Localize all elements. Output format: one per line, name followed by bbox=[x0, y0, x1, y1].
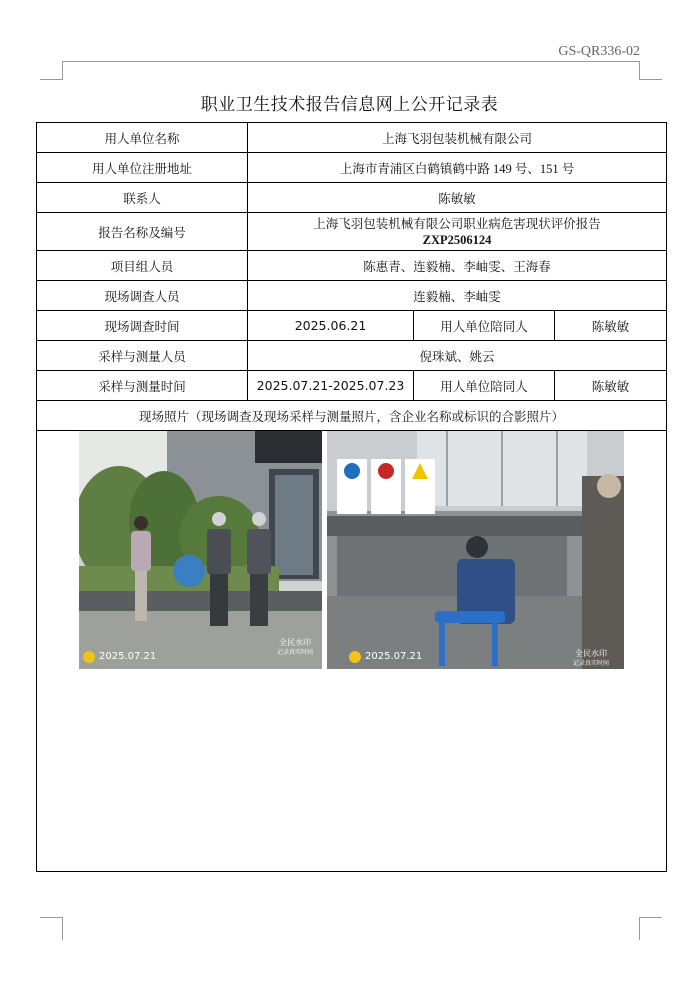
sampling-time-value: 2025.07.21-2025.07.23 bbox=[248, 371, 414, 401]
photo2-watermark-brand-name: 全民水印 bbox=[575, 649, 607, 658]
survey-staff-label: 现场调查人员 bbox=[37, 281, 248, 311]
team-label: 项目组人员 bbox=[37, 251, 248, 281]
team-value: 陈惠青、连毅楠、李岫雯、王海春 bbox=[248, 251, 667, 281]
corner-mark-bottom-right bbox=[639, 917, 662, 940]
photo-group-outside-image bbox=[79, 431, 322, 669]
photo-workshop-sampling-image bbox=[327, 431, 624, 669]
photo2-watermark-brand bbox=[571, 649, 611, 669]
row-survey-staff bbox=[37, 281, 667, 311]
corner-mark-bottom-left bbox=[40, 917, 63, 940]
photos-cell bbox=[37, 431, 667, 872]
photo1-watermark-brand-sub: 记录真实时间 bbox=[276, 649, 313, 656]
page-title: 职业卫生技术报告信息网上公开记录表 bbox=[200, 95, 499, 115]
survey-companion-label: 用人单位陪同人 bbox=[414, 311, 555, 341]
employer-name-value: 上海飞羽包装机械有限公司 bbox=[248, 123, 667, 153]
row-photos bbox=[37, 431, 667, 872]
photo2-watermark-brand-sub: 记录真实时间 bbox=[572, 660, 609, 667]
row-survey-time bbox=[37, 311, 667, 341]
report-value bbox=[248, 213, 667, 251]
row-sampling-staff bbox=[37, 341, 667, 371]
photo2-watermark-date: 2025.07.21 bbox=[365, 651, 423, 662]
row-sampling-time bbox=[37, 371, 667, 401]
sampling-companion-value: 陈敏敏 bbox=[555, 371, 667, 401]
survey-time-label: 现场调查时间 bbox=[37, 311, 248, 341]
row-report bbox=[37, 213, 667, 251]
photo-workshop-sampling bbox=[327, 431, 624, 669]
row-team bbox=[37, 251, 667, 281]
employer-name-label: 用人单位名称 bbox=[37, 123, 248, 153]
sampling-companion-label: 用人单位陪同人 bbox=[414, 371, 555, 401]
photo1-watermark-date: 2025.07.21 bbox=[99, 651, 157, 662]
report-number: ZXP2506124 bbox=[422, 232, 492, 247]
survey-time-value: 2025.06.21 bbox=[248, 311, 414, 341]
document-code: GS-QR336-02 bbox=[558, 44, 640, 59]
row-contact bbox=[37, 183, 667, 213]
employer-address-value: 上海市青浦区白鹤镇鹤中路 149 号、151 号 bbox=[248, 153, 667, 183]
sampling-staff-value: 倪珠斌、姚云 bbox=[248, 341, 667, 371]
row-photos-header bbox=[37, 401, 667, 431]
record-table bbox=[36, 122, 667, 872]
row-employer-name bbox=[37, 123, 667, 153]
corner-mark-top-left bbox=[40, 61, 63, 80]
survey-companion-value: 陈敏敏 bbox=[555, 311, 667, 341]
row-employer-address bbox=[37, 153, 667, 183]
photo-group-outside bbox=[79, 431, 322, 669]
contact-label: 联系人 bbox=[37, 183, 248, 213]
photos-header: 现场照片（现场调查及现场采样与测量照片，含企业名称或标识的合影照片） bbox=[37, 401, 667, 431]
photo1-watermark-brand bbox=[275, 638, 315, 658]
report-name: 上海飞羽包装机械有限公司职业病危害现状评价报告 bbox=[313, 215, 601, 231]
header-rule bbox=[62, 61, 639, 62]
sampling-time-label: 采样与测量时间 bbox=[37, 371, 248, 401]
sampling-staff-label: 采样与测量人员 bbox=[37, 341, 248, 371]
survey-staff-value: 连毅楠、李岫雯 bbox=[248, 281, 667, 311]
contact-value: 陈敏敏 bbox=[248, 183, 667, 213]
report-label: 报告名称及编号 bbox=[37, 213, 248, 251]
corner-mark-top-right bbox=[639, 61, 662, 80]
photo1-watermark-brand-name: 全民水印 bbox=[279, 638, 311, 647]
employer-address-label: 用人单位注册地址 bbox=[37, 153, 248, 183]
